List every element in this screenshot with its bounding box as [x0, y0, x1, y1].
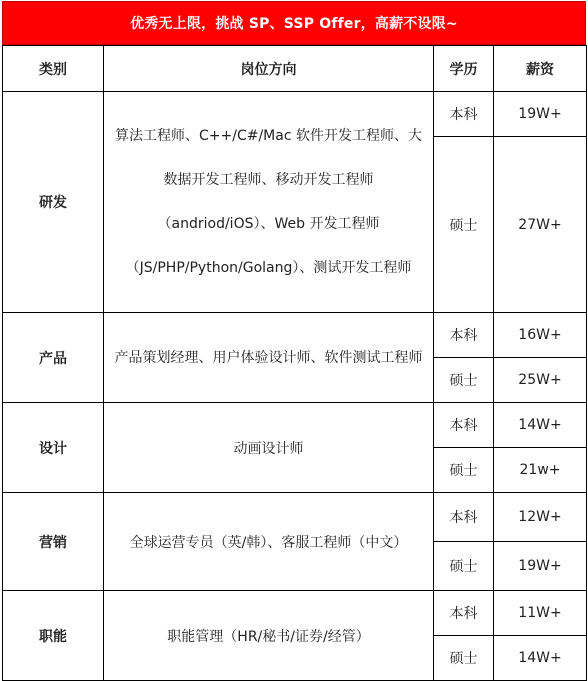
- salary-cell: 21w+: [494, 448, 587, 493]
- positions-cell: 产品策划经理、用户体验设计师、软件测试工程师: [104, 313, 434, 403]
- degree-cell: 硕士: [434, 137, 494, 313]
- salary-cell: 16W+: [494, 313, 587, 358]
- degree-cell: 本科: [434, 493, 494, 542]
- degree-cell: 本科: [434, 92, 494, 137]
- degree-cell: 本科: [434, 591, 494, 636]
- salary-table: [2, 45, 587, 681]
- table-row: [3, 591, 587, 636]
- offer-banner: 优秀无上限，挑战 SP、SSP Offer，高薪不设限~: [2, 1, 586, 45]
- degree-cell: 硕士: [434, 448, 494, 493]
- header-category: 类别: [3, 46, 104, 92]
- salary-cell: 12W+: [494, 493, 587, 542]
- salary-cell: 25W+: [494, 358, 587, 403]
- salary-cell: 19W+: [494, 92, 587, 137]
- salary-cell: 27W+: [494, 137, 587, 313]
- salary-cell: 14W+: [494, 636, 587, 681]
- salary-cell: 11W+: [494, 591, 587, 636]
- category-cell: 研发: [3, 92, 104, 313]
- degree-cell: 硕士: [434, 636, 494, 681]
- table-row: [3, 92, 587, 137]
- degree-cell: 硕士: [434, 358, 494, 403]
- degree-cell: 硕士: [434, 542, 494, 591]
- table-row: [3, 493, 587, 542]
- category-cell: 营销: [3, 493, 104, 591]
- category-cell: 产品: [3, 313, 104, 403]
- positions-cell: 动画设计师: [104, 403, 434, 493]
- positions-cell: 算法工程师、C++/C#/Mac 软件开发工程师、大数据开发工程师、移动开发工程师（andriod/iOS）、Web 开发工程师（JS/PHP/Python/Golang）、测试开发工程师: [104, 92, 434, 313]
- degree-cell: 本科: [434, 313, 494, 358]
- table-row: [3, 313, 587, 358]
- positions-cell: 职能管理（HR/秘书/证券/经管）: [104, 591, 434, 681]
- header-salary: 薪资: [494, 46, 587, 92]
- category-cell: 职能: [3, 591, 104, 681]
- salary-cell: 19W+: [494, 542, 587, 591]
- salary-cell: 14W+: [494, 403, 587, 448]
- degree-cell: 本科: [434, 403, 494, 448]
- category-cell: 设计: [3, 403, 104, 493]
- table-header-row: [3, 46, 587, 92]
- positions-cell: 全球运营专员（英/韩）、客服工程师（中文）: [104, 493, 434, 591]
- header-position: 岗位方向: [104, 46, 434, 92]
- header-degree: 学历: [434, 46, 494, 92]
- table-row: [3, 403, 587, 448]
